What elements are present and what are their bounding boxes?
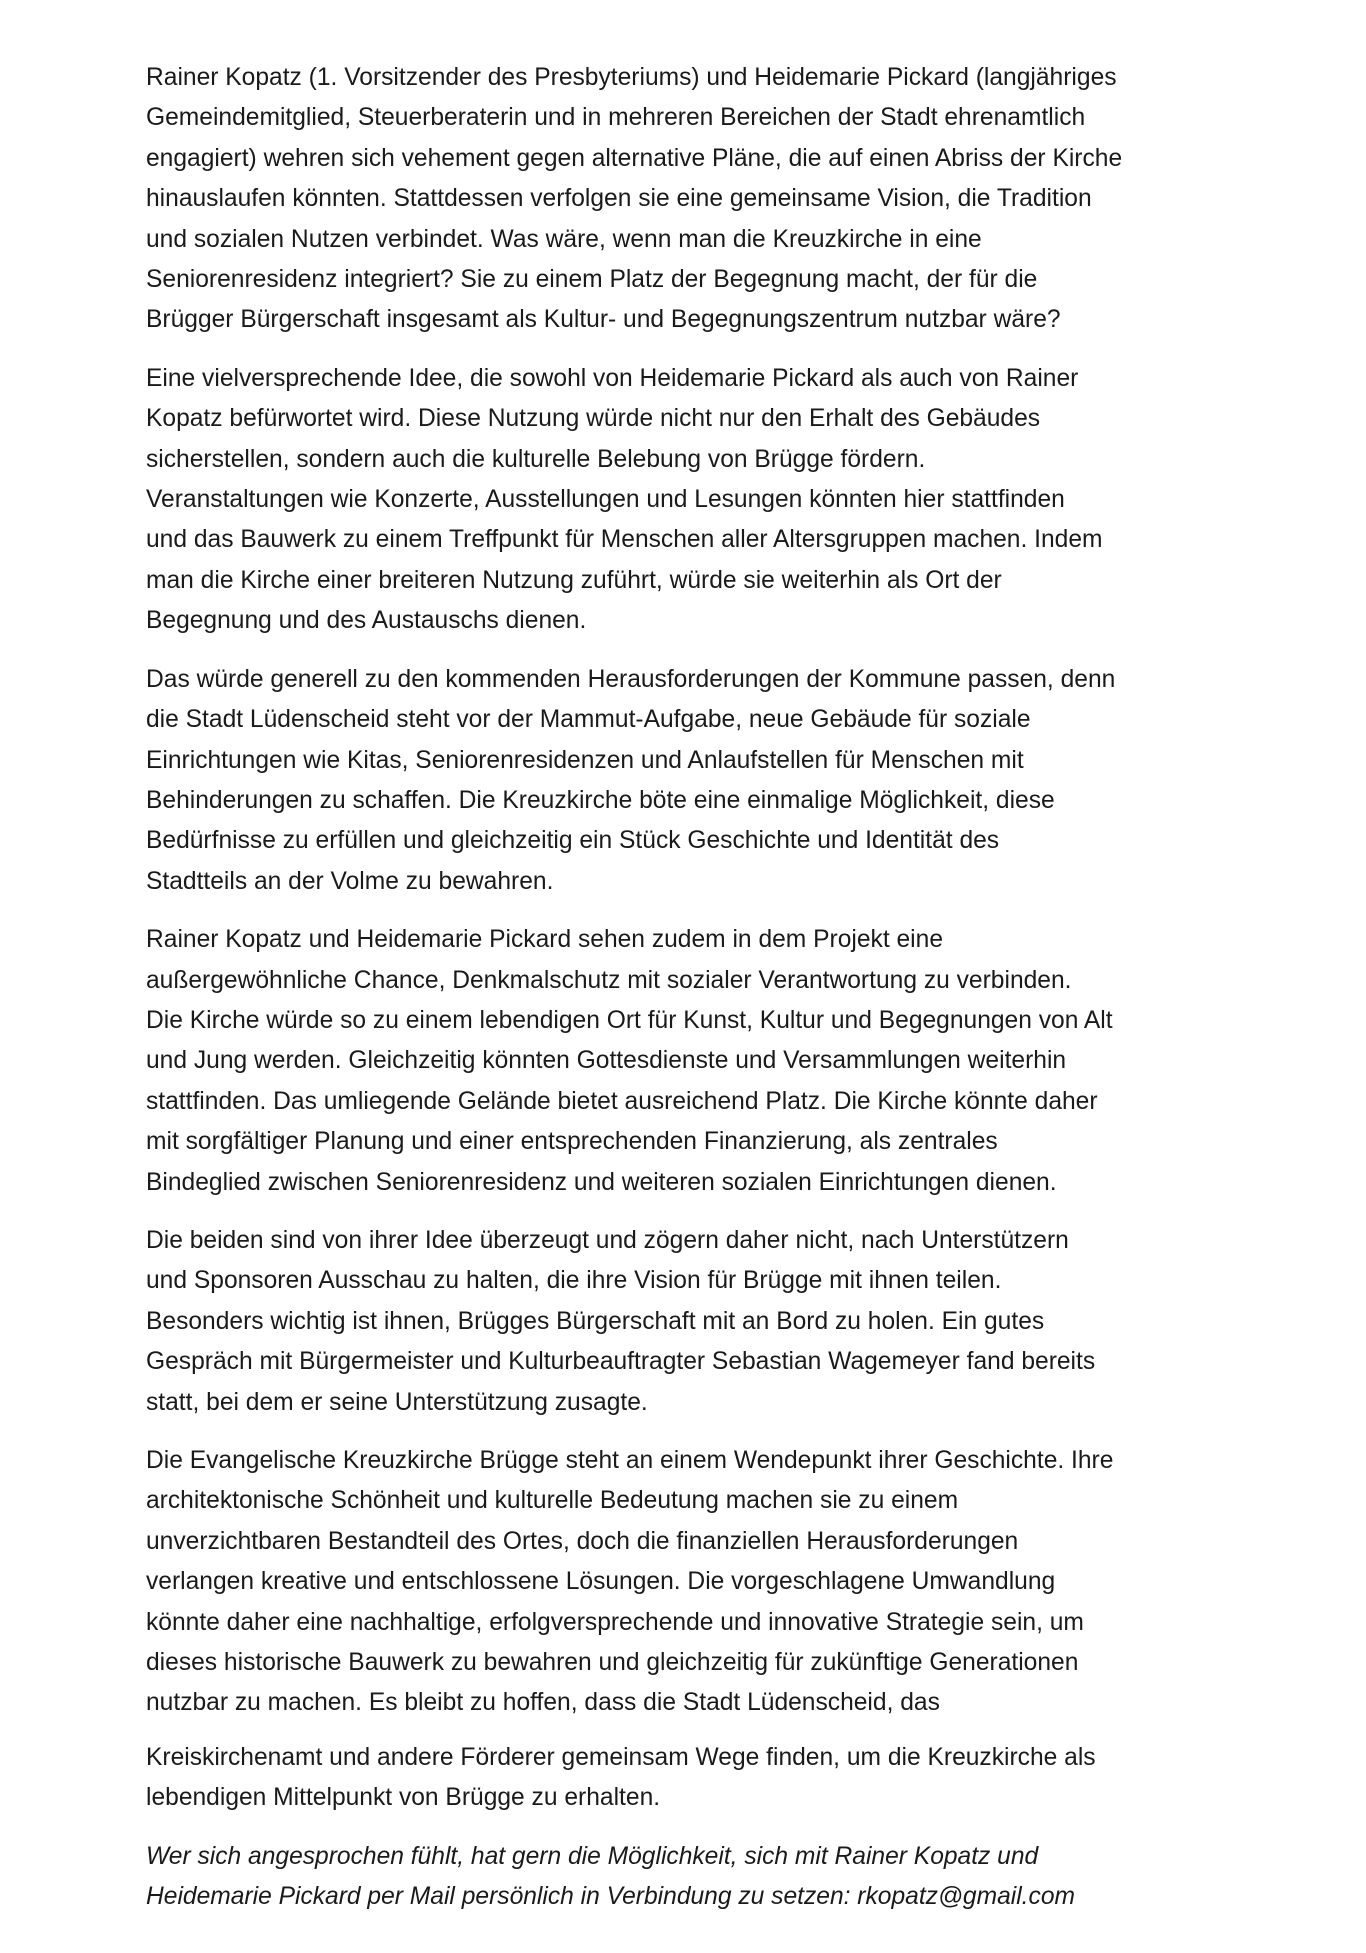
paragraph-supporters: Die beiden sind von ihrer Idee überzeugt und zögern daher nicht, nach Unterstützern und Sponsoren Ausschau zu halten, die ihre Vision für Brügge mit ihnen teilen. Besonders wichtig ist ihnen, Brügges Bürgerschaft mit an Bord zu holen. Ein gutes Gespräch mit Bürgermeister und Kulturbeauftragter Sebastian Wagemeyer fand bereits statt, bei dem er seine Unterstützung zusagte. [146, 1226, 1096, 1416]
paragraph-conclusion: Kreiskirchenamt und andere Förderer gemeinsam Wege finden, um die Kreuzkirche als lebendigen Mittelpunkt von Brügge zu erhalten. [146, 1743, 1096, 1812]
paragraph-vision: Rainer Kopatz (1. Vorsitzender des Presbyteriums) und Heidemarie Pickard (langjähriges Gemeindemitglied, Steuerberaterin und in mehreren Bereichen der Stadt ehrenamtlich engagiert) wehren sich vehement gegen alternative Pläne, die auf einen Abriss der Kirche hinauslaufen könnten. Stattdessen verfolgen sie eine gemeinsame Vision, die Tradition und sozialen Nutzen verbindet. Was wäre, wenn man die Kreuzkirche in eine Seniorenresidenz integriert? Sie zu einem Platz der Begegnung macht, der für die Brügger Bürgerschaft insgesamt als Kultur- und Begegnungszentrum nutzbar wäre? [146, 64, 1123, 334]
paragraph-turning-point: Die Evangelische Kreuzkirche Brügge steht an einem Wendepunkt ihrer Geschichte. Ihre architektonische Schönheit und kulturelle Bedeutung machen sie zu einem unverzichtbaren Bestandteil des Ortes, doch die finanziellen Herausforderungen verlangen kreative und entschlossene Lösungen. Die vorgeschlagene Umwandlung könnte daher eine nachhaltige, erfolgversprechende und innovative Strategie sein, um dieses historische Bauwerk zu bewahren und gleichzeitig für zukünftige Generationen nutzbar zu machen. Es bleibt zu hoffen, dass die Stadt Lüdenscheid, das [146, 1447, 1114, 1717]
paragraph-challenges: Das würde generell zu den kommenden Herausforderungen der Kommune passen, denn die Stadt Lüdenscheid steht vor der Mammut-Aufgabe, neue Gebäude für soziale Einrichtungen wie Kitas, Seniorenresidenzen und Anlaufstellen für Menschen mit Behinderungen zu schaffen. Die Kreuzkirche böte eine einmalige Möglichkeit, diese Bedürfnisse zu erfüllen und gleichzeitig ein Stück Geschichte und Identität des Stadtteils an der Volme zu bewahren. [146, 665, 1116, 895]
document-body [146, 58, 1236, 1935]
paragraph-idea: Eine vielversprechende Idee, die sowohl von Heidemarie Pickard als auch von Rainer Kopatz befürwortet wird. Diese Nutzung würde nicht nur den Erhalt des Gebäudes sicherstellen, sondern auch die kulturelle Belebung von Brügge fördern. Veranstaltungen wie Konzerte, Ausstellungen und Lesungen könnten hier stattfinden und das Bauwerk zu einem Treffpunkt für Menschen aller Altersgruppen machen. Indem man die Kirche einer breiteren Nutzung zuführt, würde sie weiterhin als Ort der Begegnung und des Austauschs dienen. [146, 364, 1103, 635]
contact-note: Wer sich angesprochen fühlt, hat gern die Möglichkeit, sich mit Rainer Kopatz und Heidemarie Pickard per Mail persönlich in Verbindung zu setzen: rkopatz@gmail.com [146, 1842, 1075, 1911]
paragraph-opportunity: Rainer Kopatz und Heidemarie Pickard sehen zudem in dem Projekt eine außergewöhnliche Chance, Denkmalschutz mit sozialer Verantwortung zu verbinden. Die Kirche würde so zu einem lebendigen Ort für Kunst, Kultur und Begegnungen von Alt und Jung werden. Gleichzeitig könnten Gottesdienste und Versammlungen weiterhin stattfinden. Das umliegende Gelände bietet ausreichend Platz. Die Kirche könnte daher mit sorgfältiger Planung und einer entsprechenden Finanzierung, als zentrales Bindeglied zwischen Seniorenresidenz und weiteren sozialen Einrichtungen dienen. [146, 926, 1113, 1196]
